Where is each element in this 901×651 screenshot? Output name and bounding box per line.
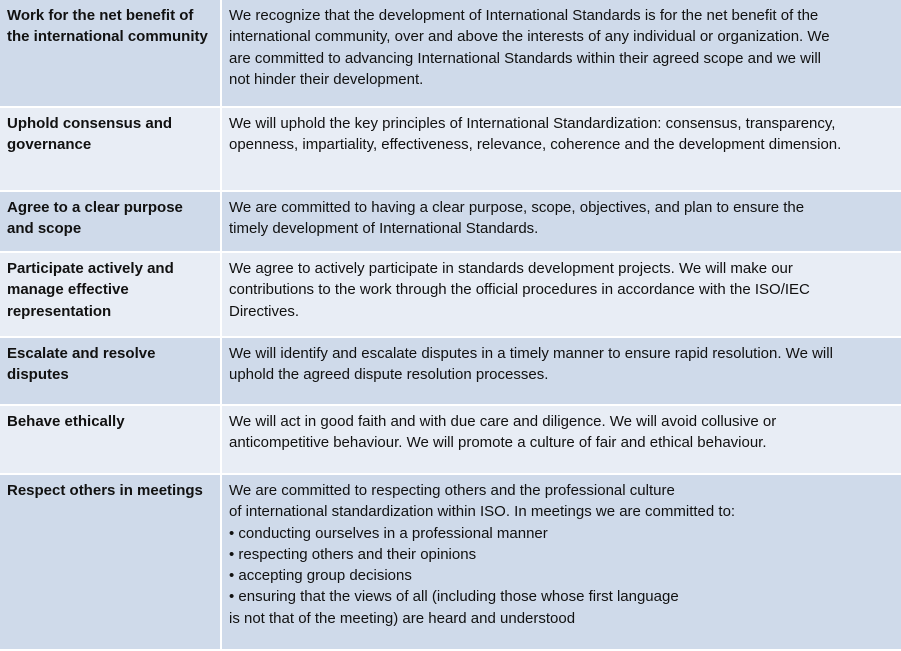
commitment-line: We recognize that the development of International Standards is for the net benefit of the xyxy=(229,7,819,24)
commitment-line: not hinder their development. xyxy=(229,70,424,88)
commitment-line: uphold the agreed dispute resolution processes. xyxy=(229,366,549,384)
bullet-item: • conducting ourselves in a professional manner xyxy=(229,524,548,542)
commitment-cell xyxy=(221,405,901,474)
commitment-line: openness, impartiality, effectiveness, relevance, coherence and the development dimension. xyxy=(229,136,842,154)
principle-cell: Participate actively and manage effective representation xyxy=(0,252,221,337)
commitment-line: We will uphold the key principles of International Standardization: consensus, transparency, xyxy=(229,115,836,132)
commitment-line: timely development of International Standards. xyxy=(229,220,539,238)
principle-cell: Agree to a clear purpose and scope xyxy=(0,191,221,252)
principle-cell: Uphold consensus and governance xyxy=(0,107,221,191)
table-row-participate xyxy=(0,252,901,337)
commitment-cell xyxy=(221,337,901,405)
principle-cell: Work for the net benefit of the international community xyxy=(0,0,221,107)
commitment-line: We are committed to having a clear purpose, scope, objectives, and plan to ensure the xyxy=(229,199,805,216)
principle-cell: Respect others in meetings xyxy=(0,474,221,650)
bullet-item: • respecting others and their opinions xyxy=(229,545,477,563)
table-row-consensus xyxy=(0,107,901,191)
commitment-line: are committed to advancing International Standards within their agreed scope and we will xyxy=(229,49,822,67)
principle-cell: Escalate and resolve disputes xyxy=(0,337,221,405)
commitment-line: is not that of the meeting) are heard and understood xyxy=(229,609,576,627)
commitment-line: We agree to actively participate in standards development projects. We will make our xyxy=(229,260,793,277)
commitment-line: We will identify and escalate disputes in a timely manner to ensure rapid resolution. We will xyxy=(229,345,833,362)
commitment-cell xyxy=(221,474,901,650)
commitment-line: We will act in good faith and with due care and diligence. We will avoid collusive or xyxy=(229,413,777,430)
table-row-disputes xyxy=(0,337,901,405)
commitment-cell xyxy=(221,252,901,337)
commitment-line: international community, over and above the interests of any individual or organization. We xyxy=(229,28,830,46)
commitment-line: of international standardization within ISO. In meetings we are committed to: xyxy=(229,503,736,521)
bullet-item: • ensuring that the views of all (including those whose first language xyxy=(229,588,679,606)
commitment-line: anticompetitive behaviour. We will promote a culture of fair and ethical behaviour. xyxy=(229,434,767,452)
table-row-meetings xyxy=(0,474,901,650)
commitment-cell xyxy=(221,0,901,107)
commitment-line: contributions to the work through the official procedures in accordance with the ISO/IEC xyxy=(229,281,810,299)
principle-cell: Behave ethically xyxy=(0,405,221,474)
table-row-purpose-scope xyxy=(0,191,901,252)
commitment-cell xyxy=(221,191,901,252)
commitment-cell xyxy=(221,107,901,191)
commitment-line: Directives. xyxy=(229,302,300,320)
table-row-net-benefit xyxy=(0,0,901,107)
table-row-ethics xyxy=(0,405,901,474)
commitment-line: We are committed to respecting others and the professional culture xyxy=(229,482,675,499)
bullet-item: • accepting group decisions xyxy=(229,567,412,585)
